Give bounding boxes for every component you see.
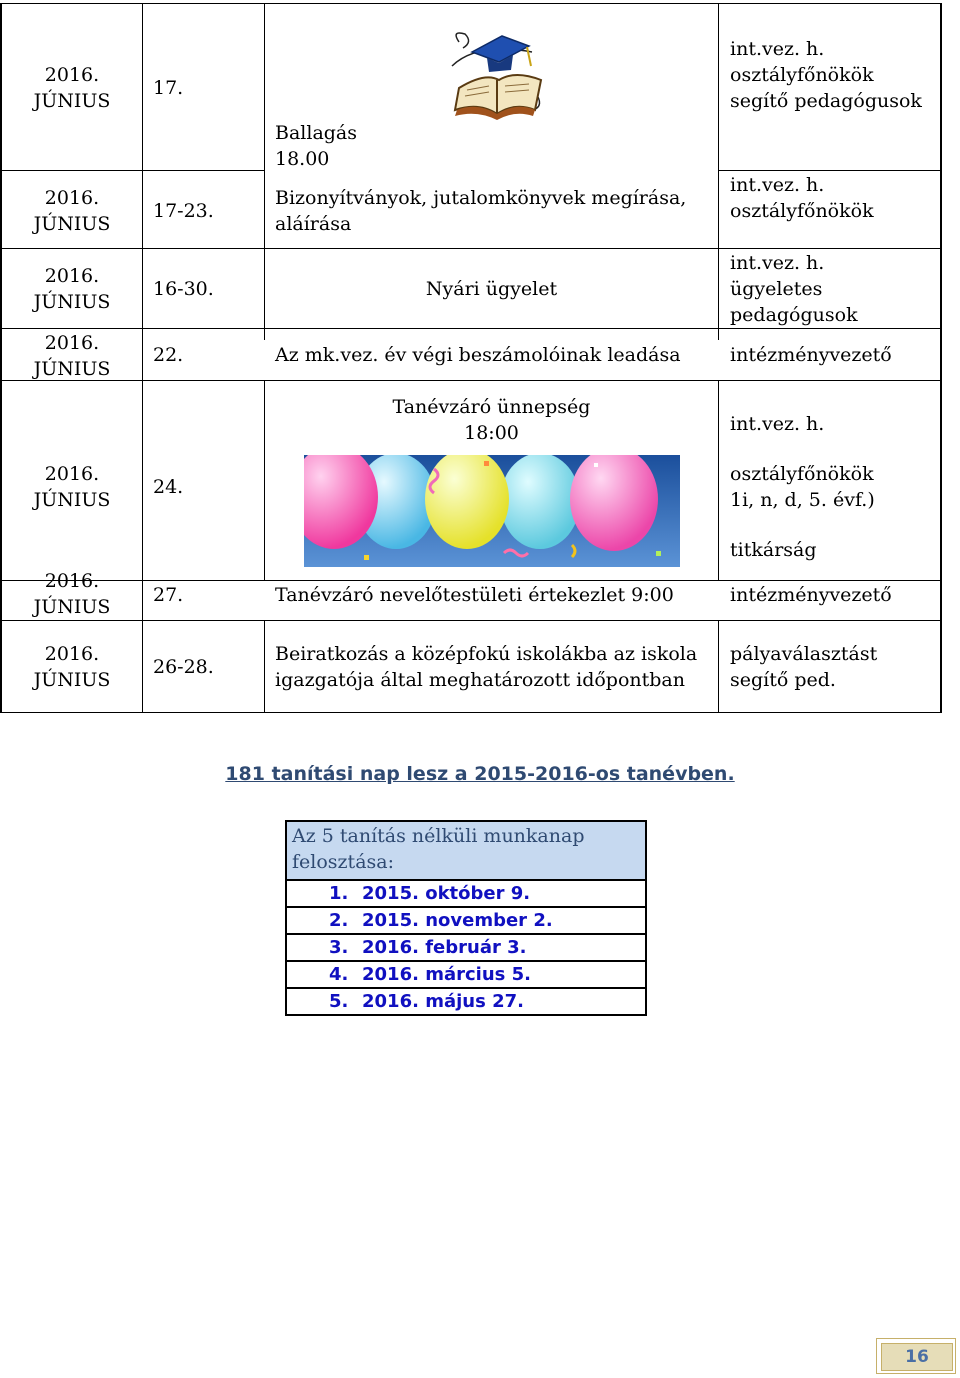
row1-month — [2, 62, 142, 114]
header-line: Az 5 tanítás nélküli munkanap — [292, 825, 585, 847]
month-name: JÚNIUS — [33, 489, 111, 511]
row7-responsible — [730, 641, 877, 693]
workday-row — [287, 935, 645, 962]
row4-responsible: intézményvezető — [730, 344, 892, 366]
row3-day: 16-30. — [153, 278, 214, 300]
row4-event: Az mk.vez. év végi beszámolóinak leadása — [275, 344, 681, 366]
row4-month — [2, 330, 142, 382]
resp-line: 1i, n, d, 5. évf.) — [730, 489, 875, 511]
row6-month — [2, 568, 142, 620]
resp-line: osztályfőnökök — [730, 64, 874, 86]
month-name: JÚNIUS — [33, 669, 111, 691]
row1-responsible — [730, 36, 922, 114]
resp-line: osztályfőnökök — [730, 200, 874, 222]
row3-responsible — [730, 250, 858, 328]
resp-line: segítő ped. — [730, 669, 836, 691]
event-line: igazgatója által meghatározott időpontban — [275, 669, 685, 691]
resp-line: ügyeletes — [730, 278, 823, 300]
month-name: JÚNIUS — [33, 291, 111, 313]
workday-row — [287, 962, 645, 989]
row4-day: 22. — [153, 344, 184, 366]
page-number-badge — [876, 1338, 956, 1374]
month-year: 2016. — [44, 643, 100, 665]
workday-date: 2015. október 9. — [362, 883, 531, 904]
month-year: 2016. — [44, 332, 100, 354]
resp-line: pályaválasztást — [730, 643, 878, 665]
workday-row — [287, 881, 645, 908]
workday-number: 4. — [329, 964, 349, 985]
workdays-header — [287, 822, 645, 881]
workday-date: 2015. november 2. — [362, 910, 553, 931]
row5-responsible — [730, 411, 875, 563]
workday-row — [287, 989, 645, 1014]
workday-number: 1. — [329, 883, 349, 904]
resp-line: titkárság — [730, 539, 817, 561]
month-name: JÚNIUS — [33, 596, 111, 618]
event-title: Tanévzáró ünnepség — [392, 396, 591, 418]
row3-month — [2, 263, 142, 315]
event-line: aláírása — [275, 213, 352, 235]
resp-line: osztályfőnökök — [730, 463, 874, 485]
resp-line: int.vez. h. — [730, 413, 825, 435]
event-time: 18:00 — [464, 422, 519, 444]
workday-number: 3. — [329, 937, 349, 958]
row3-event — [265, 276, 718, 302]
resp-line: int.vez. h. — [730, 38, 825, 60]
month-year: 2016. — [44, 187, 100, 209]
month-year: 2016. — [44, 64, 100, 86]
row6-responsible: intézményvezető — [730, 584, 892, 606]
workday-number: 2. — [329, 910, 349, 931]
event-line: Beiratkozás a középfokú iskolákba az iskola — [275, 643, 698, 665]
row5-event — [265, 394, 718, 446]
event-line: Bizonyítványok, jutalomkönyvek megírása, — [275, 187, 687, 209]
event-line: Nyári ügyelet — [425, 278, 558, 300]
row2-month — [2, 185, 142, 237]
workday-date: 2016. március 5. — [362, 964, 531, 985]
workday-date: 2016. május 27. — [362, 991, 524, 1012]
header-line: felosztása: — [292, 851, 394, 873]
workday-date: 2016. február 3. — [362, 937, 527, 958]
month-year: 2016. — [44, 463, 100, 485]
row2-day: 17-23. — [153, 200, 214, 222]
row6-day: 27. — [153, 584, 184, 606]
row2-responsible — [730, 172, 874, 224]
row2-event — [275, 185, 686, 237]
row7-month — [2, 641, 142, 693]
month-name: JÚNIUS — [33, 90, 111, 112]
month-name: JÚNIUS — [33, 358, 111, 380]
event-time: 18.00 — [275, 148, 330, 170]
resp-line: int.vez. h. — [730, 252, 825, 274]
month-year: 2016. — [44, 570, 100, 592]
page-number: 16 — [881, 1343, 953, 1371]
resp-line: int.vez. h. — [730, 174, 825, 196]
row1-day: 17. — [153, 77, 184, 99]
workday-row — [287, 908, 645, 935]
row7-event — [275, 641, 697, 693]
row7-day: 26-28. — [153, 656, 214, 678]
resp-line: segítő pedagógusok — [730, 90, 922, 112]
workday-number: 5. — [329, 991, 349, 1012]
month-year: 2016. — [44, 265, 100, 287]
month-name: JÚNIUS — [33, 213, 111, 235]
non-teaching-workdays-table — [285, 820, 647, 1016]
row5-month — [2, 461, 142, 513]
resp-line: pedagógusok — [730, 304, 858, 326]
row5-day: 24. — [153, 476, 184, 498]
graduation-cap-book-icon — [437, 22, 547, 120]
row1-event — [275, 120, 357, 172]
event-title: Ballagás — [275, 122, 358, 144]
balloons-image — [304, 455, 680, 567]
school-days-summary: 181 tanítási nap lesz a 2015-2016-os tanévben. — [225, 763, 735, 785]
row6-event: Tanévzáró nevelőtestületi értekezlet 9:00 — [275, 584, 674, 606]
